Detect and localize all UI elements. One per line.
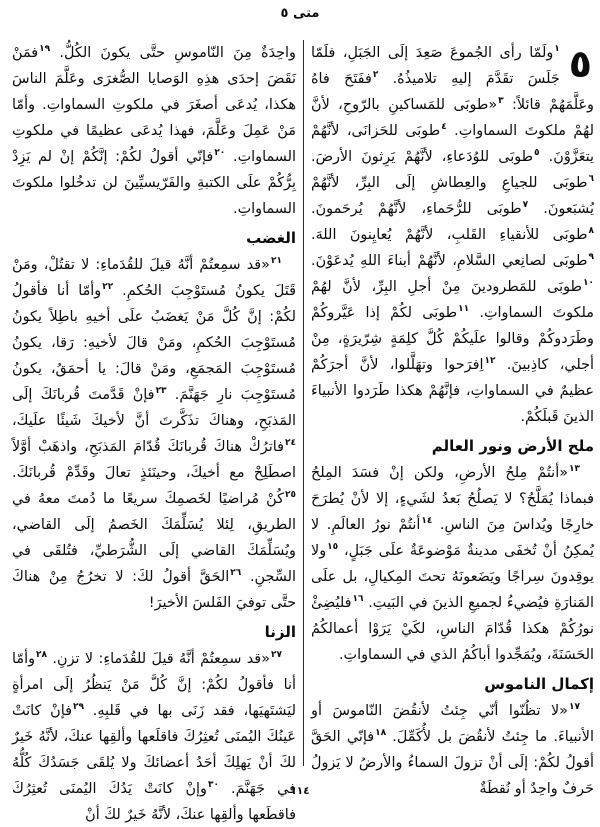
- right-column: [311, 40, 594, 802]
- verse-number: ٨: [588, 226, 594, 237]
- verse-paragraph: $^{١٣}$«أنتُمْ مِلحُ الأرضِ، ولكن إنْ فسَدَ المِلحُ فبماذا يُمَلَّحُ؟ لا يَصلُحُ بَعدُ لشَيءٍ، إلا لأنْ يُطرَحَ خارِجًا ويُداسَ مِنَ الناسِ. $^{١٤}$أنتُمْ نورُ العالَمِ. لا يُمكِنُ أنْ تُخفَى مدينةٌ مَوْضوعَةٌ علَى جَبَلٍ، $^{١٥}$ولا يوقِدونَ سِراجًا ويَضَعونَهُ تحتَ المِكيالِ، بل علَى المَنارَةِ فيُضيءُ لجميعِ الذينَ في البَيتِ. $^{١٦}$فليُضِئْ نورُكُمْ هكذا قُدّامَ الناسِ، لكَيْ يَرَوْا أعمالكُمُ الحَسَنَةَ، ويُمَجِّدوا أباكُمُ الذي في السماواتِ.: [311, 464, 595, 663]
- section-heading: إكمال الناموس: [484, 675, 594, 693]
- verse-number: ٢٧: [271, 650, 282, 661]
- verse-number: ٣: [498, 96, 504, 107]
- verse-number: ١٩: [39, 44, 51, 55]
- verse-number: ١٢: [484, 356, 496, 367]
- verse-number: ١٧: [569, 702, 580, 713]
- verse-number: ٢: [372, 70, 379, 81]
- verse-number: ٦: [588, 174, 594, 185]
- section-heading: الغضب: [246, 229, 296, 247]
- verse-number: ٧: [522, 200, 529, 211]
- verse-paragraph: ٥ $^١$ولَمّا رأى الجُموعَ صَعِدَ إلَى الجَبَلِ، فلَمّا جَلَسَ تقَدَّمَ إليهِ تلاميذُهُ. $^٢$ففَتَحَ فاهُ وعَلَّمَهُمْ قائلاً: $^٣$«طوبَى للمَساكينِ بالرّوحِ، لأنَّ لهُمْ ملكوتَ السماواتِ. $^٤$طوبَى للحَزانَى، لأنَّهُمْ يتعَزَّوْنَ. $^٥$طوبَى للوُدَعاءِ، لأنَّهُمْ يَرِثونَ الأرضَ. $^٦$طوبَى للجياعِ والعِطاشِ إلَى البِرِّ، لأنَّهُمْ يُشبَعونَ. $^٧$طوبَى للرُّحَماءِ، لأنَّهُمْ يُرحَمونَ. $^٨$طوبَى للأنقياءِ القَلبِ، لأنَّهُمْ يُعايِنونَ اللهَ. $^٩$طوبَى لصانِعي السَّلامِ، لأنَّهُمْ أبناءَ اللهِ يُدعَوْنَ. $^{١٠}$طوبَى للمَطرودينَ مِنْ أجلِ البِرِّ، لأنَّ لهُمْ ملكوتَ السماواتِ. $^{١١}$طوبَى لكُمْ إذا عَيَّروكُمْ وطَرَدوكُمْ وقالوا علَيكُمْ كُلَّ كلِمَةٍ شِرّيرَةٍ، مِنْ أجلي، كاذِبينَ. $^{١٢}$اِفرَحوا وتهَلَّلوا، لأنَّ أجرَكُمْ عظيمٌ في السماواتِ، فإنَّهُمْ هكذا طَرَدوا الأنبياءَ الذينَ قَبلَكُمْ.: [311, 42, 595, 425]
- page-number: ١١٤: [290, 785, 310, 797]
- verse-number: ١١: [458, 304, 470, 315]
- section-heading: الزنا: [264, 623, 296, 641]
- verse-number: ١٣: [569, 464, 580, 475]
- verse-number: ٩: [588, 252, 594, 263]
- verse-paragraph: واحِدَةٌ مِنَ النّاموسِ حتَّى يكونَ الكُلُّ. $^{١٩}$فمَنْ نَقَضَ إحدَى هذِهِ الوَصايا الصُّغرَى وعَلَّمَ الناسَ هكذا، يُدعَى أصغَرَ في ملكوتِ السماواتِ. وأمّا مَنْ عَمِلَ وعَلَّمَ، فهذا يُدعَى عظيمًا في ملكوتِ السماواتِ. $^{٢٠}$فإنّي أقولُ لكُمْ: إنَّكُمْ إنْ لم يَزِدْ بِرُّكُمْ علَى الكتبةِ والفَرّيسيِّينَ لن تدخُلوا ملكوتَ السماواتِ.: [12, 44, 296, 217]
- verse-number: ٤: [441, 122, 447, 133]
- verse-number: ٢٦: [230, 568, 242, 579]
- verse-number: ٣٠: [208, 780, 219, 791]
- verse-number: ١٠: [583, 278, 594, 289]
- verse-number: ١٨: [375, 728, 387, 739]
- verse-number: ٢٥: [285, 490, 296, 501]
- verse-number: ٢٨: [36, 650, 48, 661]
- verse-number: ٢٣: [155, 386, 167, 397]
- verse-number: ١٥: [327, 542, 339, 553]
- verse-number: ٢٤: [285, 438, 296, 449]
- verse-number: ١: [554, 44, 560, 55]
- section-heading: ملح الأرض ونور العالم: [431, 437, 594, 455]
- chapter-number-dropcap: ٥: [568, 42, 592, 86]
- running-head: متى ٥: [280, 6, 320, 21]
- verse-number: ٥: [534, 148, 540, 159]
- verse-paragraph: $^{٢٧}$«قد سمِعتُمْ أنَّهُ قيلَ للقُدَماءِ: لا تزنِ. $^{٢٨}$وأمّا أنا فأقولُ لكُمْ: إنَّ كُلَّ مَنْ يَنظُرُ إلَى امرأةٍ ليَشتَهيَها، فقد زَنَى بها في قَلبِهِ. $^{٢٩}$فإنْ كانَتْ عَينُكَ اليُمنَى تُعثِرُكَ فاقلَعها وألقِها عنكَ، لأنَّهُ خَيرٌ لكَ أنْ يَهلِكَ أحَدُ أعضائكَ ولا يُلقَى جَسَدُكَ كُلُّهُ في جَهَنَّمَ. $^{٣٠}$وإنْ كانَتْ يَدُكَ اليُمنَى تُعثِرُكَ فاقطَعها وألقِها عنكَ، لأنَّهُ خَيرٌ لكَ أنْ: [12, 650, 297, 823]
- verse-number: ٢٩: [72, 702, 84, 713]
- verse-paragraph: $^{١٧}$«لا تظُنّوا أنّي جِئتُ لأنقُضَ النّاموسَ أو الأنبياءَ. ما جِئتُ لأنقُضَ بل لأُكَمِّلَ. $^{١٨}$فإنّي الحَقَّ أقولُ لكُمْ: إلَى أنْ تزولَ السماءُ والأرضُ لا يَزولُ حَرفٌ واحِدٌ أو نُقطَةٌ: [311, 702, 595, 797]
- verse-number: ١٤: [421, 516, 433, 527]
- column-divider-rule: [303, 40, 304, 766]
- verse-number: ٢١: [271, 256, 282, 267]
- verse-number: ١٦: [352, 594, 364, 605]
- verse-number: ٢٠: [214, 148, 226, 159]
- verse-number: ٢٢: [102, 282, 114, 293]
- verse-paragraph: $^{٢١}$«قد سمِعتُمْ أنَّهُ قيلَ للقُدَماءِ: لا تقتُلْ، ومَنْ قَتَلَ يكونُ مُستَوْجِبَ الحُكمِ. $^{٢٢}$وأمّا أنا فأقولُ لكُمْ: إنَّ كُلَّ مَنْ يَغضَبُ علَى أخيهِ باطِلاً يكونُ مُستَوْجِبَ الحُكمِ، ومَنْ قالَ لأخيهِ: رَقا، يكونُ مُستَوْجِبَ المَجمَعِ، ومَنْ قالَ: يا أحمَقُ، يكونُ مُستَوْجِبَ نارِ جَهَنَّمَ. $^{٢٣}$فإنْ قَدَّمتَ قُربانَكَ إلَى المَذبَحِ، وهناكَ تذَكَّرتَ أنَّ لأخيكَ شَيئًا علَيكَ، $^{٢٤}$فاترُكْ هناكَ قُربانَكَ قُدّامَ المَذبَحِ، واذهَبْ أوَّلاً اصطَلِحْ مع أخيكَ، وحينَئذٍ تعالَ وقَدِّمْ قُربانَكَ. $^{٢٥}$كُنْ مُراضيًا لخَصمِكَ سريعًا ما دُمتَ معهُ في الطريقِ، لِئلا يُسَلِّمَكَ الخَصمُ إلَى القاضي، ويُسَلِّمَكَ القاضي إلَى الشُّرَطيِّ، فتُلقَى في السِّجنِ. $^{٢٦}$الحَقَّ أقولُ لكَ: لا تخرُجُ مِنْ هناكَ حتَّى توفيَ الفَلسَ الأخيرَ!: [12, 256, 297, 611]
- left-column: [12, 40, 296, 827]
